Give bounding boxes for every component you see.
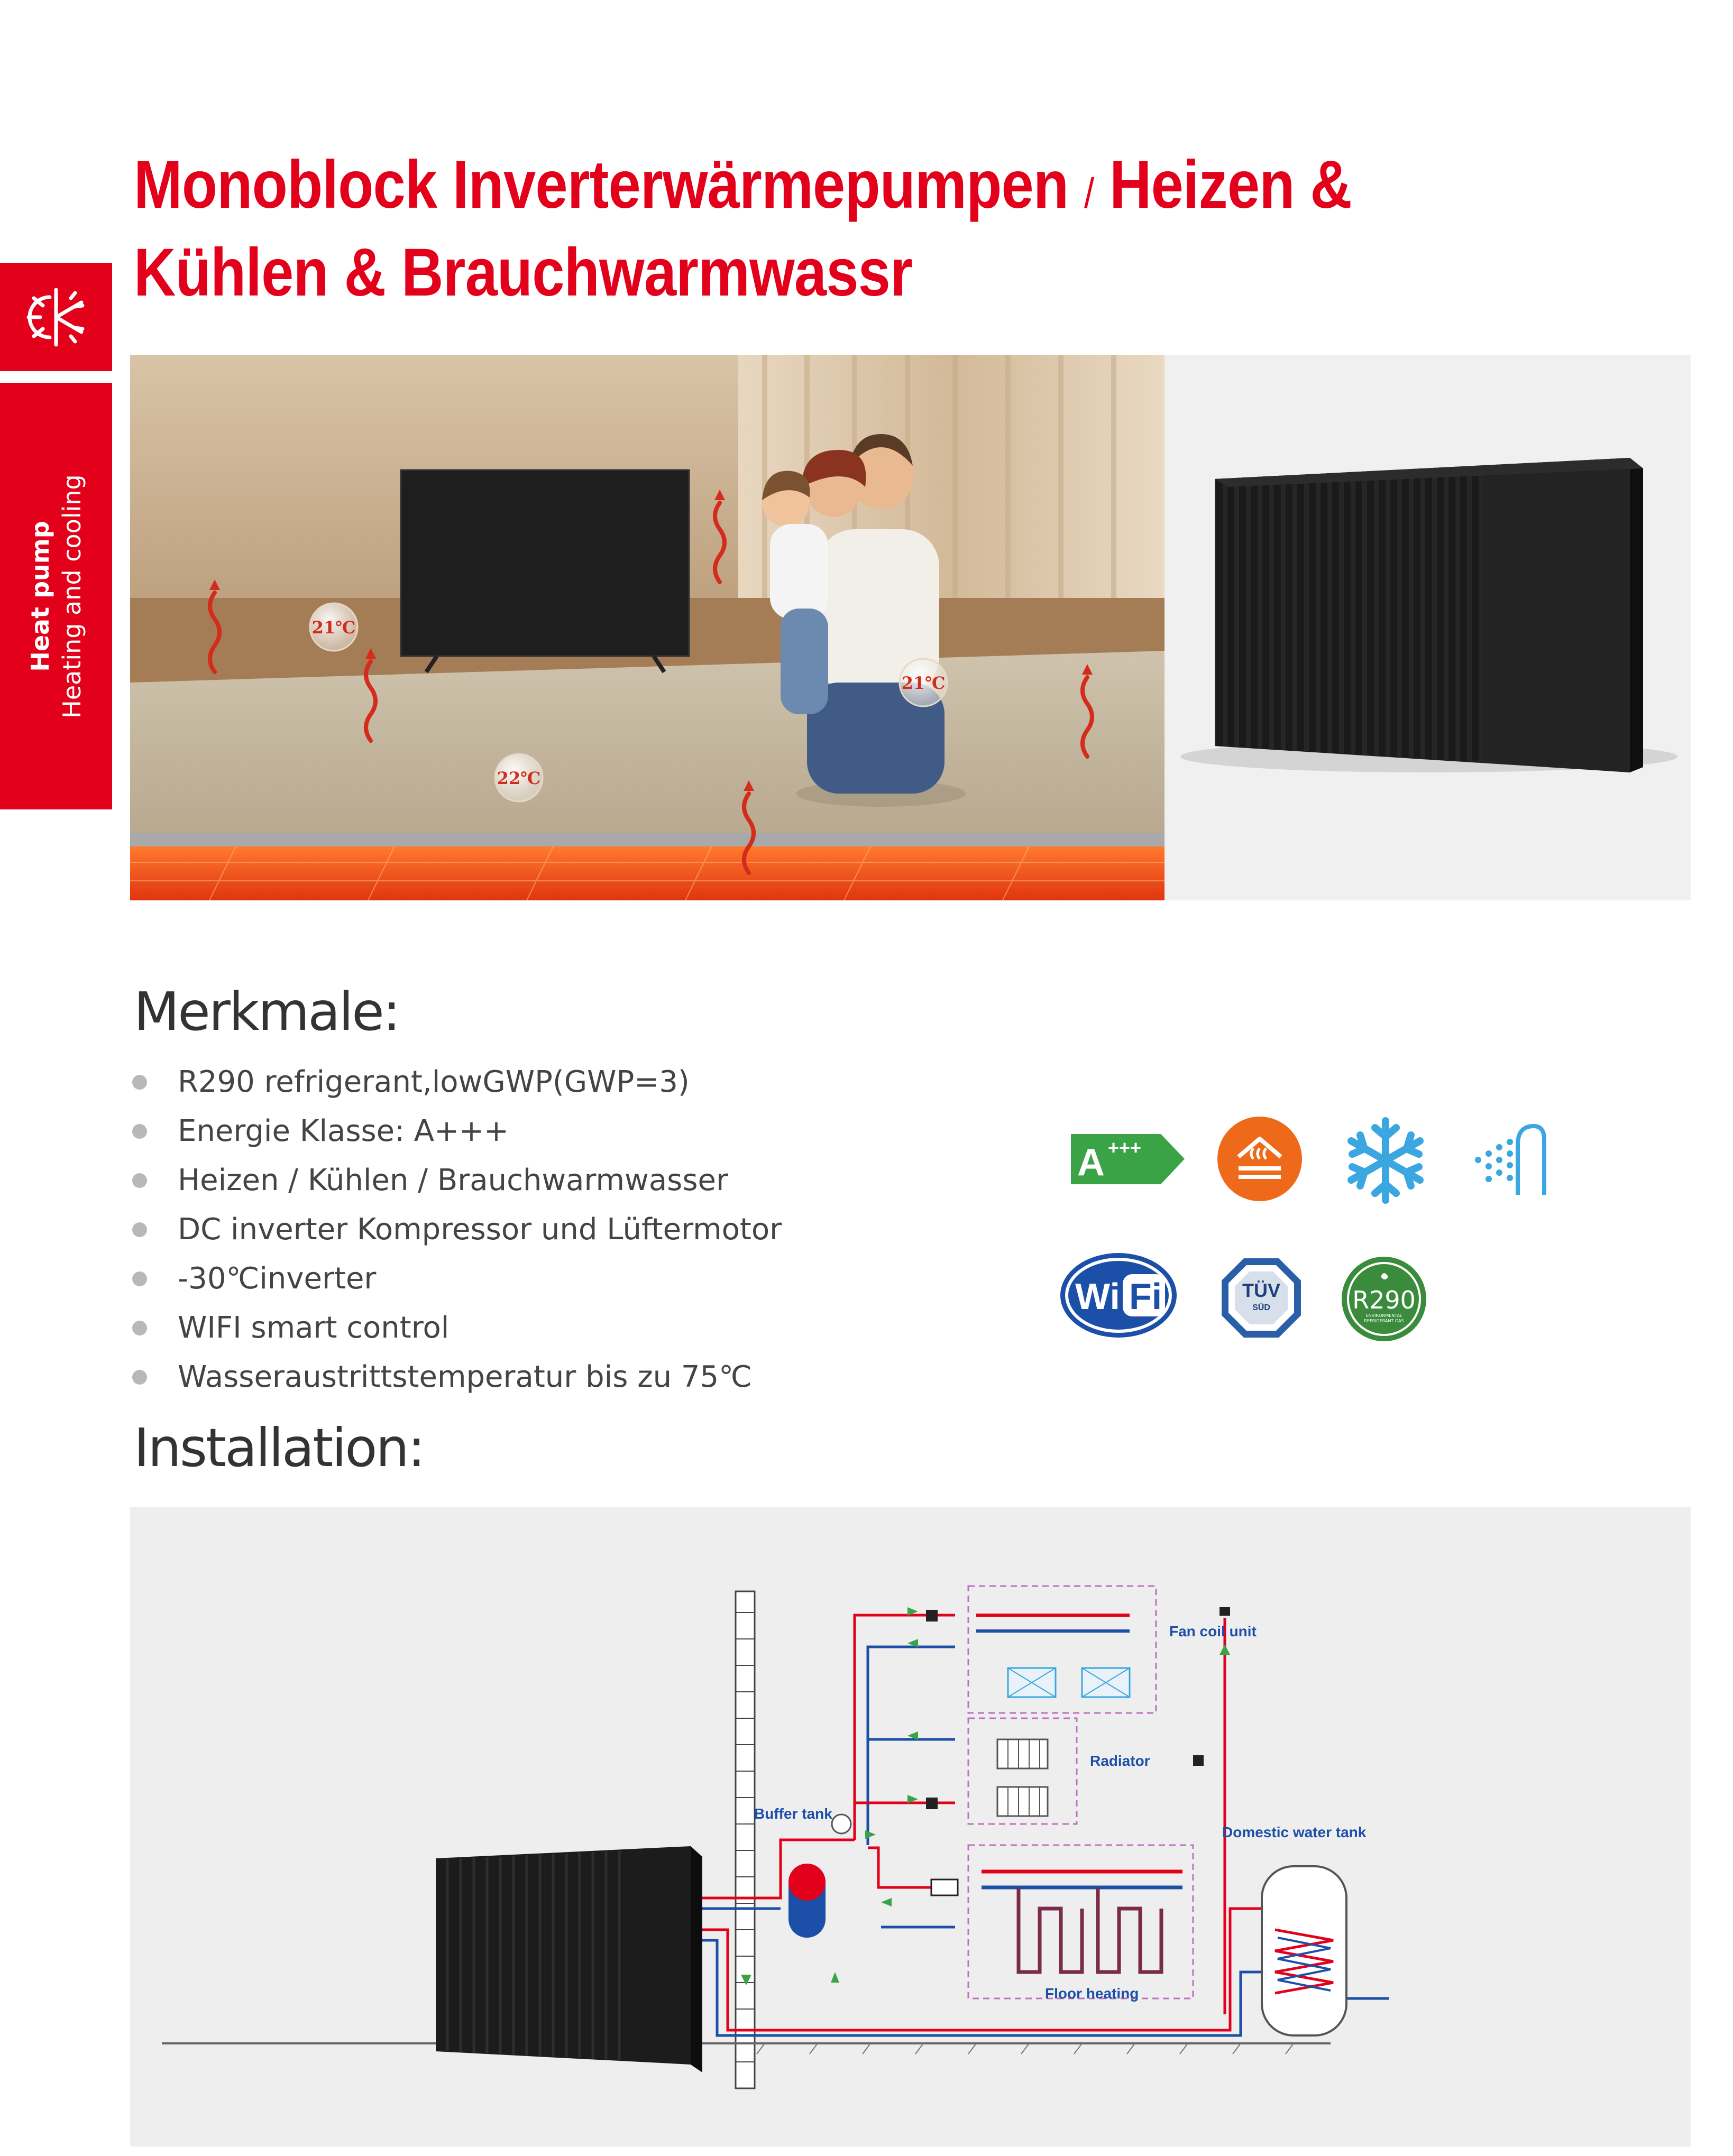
r290-sub-a: ENVIRONMENTAL <box>1365 1313 1402 1318</box>
heat-pump-unit <box>1164 355 1691 900</box>
r290-text: R290 <box>1352 1286 1416 1314</box>
room-heat-pump <box>401 470 689 672</box>
heating-icon <box>1216 1116 1304 1203</box>
product-photo <box>1164 355 1691 900</box>
bullet-icon <box>132 1075 147 1090</box>
bullet-icon <box>132 1370 147 1385</box>
wifi-icon <box>1055 1253 1182 1338</box>
snowflake-icon <box>1341 1116 1431 1205</box>
energy-class-plus: +++ <box>1108 1137 1142 1158</box>
temp-bubble-3: 22℃ <box>497 768 541 788</box>
bullet-icon <box>132 1321 147 1335</box>
label-buffer-tank: Buffer tank <box>754 1805 832 1822</box>
r290-sub-b: REFRIGERANT GAS <box>1364 1319 1404 1323</box>
feature-item: DC inverter Kompressor und Lüftermotor <box>132 1205 925 1254</box>
temp-bubble-1: 21℃ <box>311 618 356 638</box>
temp-bubble-2: 21℃ <box>901 673 946 693</box>
installation-diagram <box>130 1507 1691 2146</box>
feature-item: R290 refrigerant,lowGWP(GWP=3) <box>132 1057 925 1107</box>
bullet-icon <box>132 1272 147 1286</box>
label-radiator: Radiator <box>1090 1753 1150 1769</box>
sun-snowflake-icon <box>24 285 88 349</box>
installation-schematic <box>130 1507 1691 2146</box>
installation-heading: Installation: <box>134 1417 424 1479</box>
feature-list <box>132 1057 925 1402</box>
bullet-icon <box>132 1222 147 1237</box>
tuv-text-b: SÜD <box>1252 1303 1270 1312</box>
features-heading: Merkmale: <box>134 981 399 1043</box>
title-separator: / <box>1084 170 1094 217</box>
bullet-icon <box>132 1124 147 1139</box>
sidebar-tab <box>0 383 112 809</box>
title-line2: Kühlen & Brauchwarmwassr <box>134 235 912 310</box>
feature-item: WIFI smart control <box>132 1303 925 1352</box>
sidebar-label-bold: Heat pump <box>26 520 54 672</box>
bullet-icon <box>132 1173 147 1188</box>
label-floor-heating: Floor heating <box>1045 1985 1139 2002</box>
wifi-text-b: Fi <box>1129 1276 1162 1317</box>
lifestyle-illustration <box>130 355 1164 900</box>
shower-icon <box>1470 1121 1549 1200</box>
title-line1-a: Monoblock Inverterwärmepumpen <box>134 147 1069 223</box>
tuv-sud-icon <box>1219 1256 1304 1340</box>
label-fan-coil: Fan coil unit <box>1169 1623 1257 1639</box>
r290-icon <box>1341 1256 1428 1343</box>
energy-class-icon <box>1071 1134 1185 1184</box>
feature-item: Wasseraustrittstemperatur bis zu 75℃ <box>132 1352 925 1402</box>
feature-item: Energie Klasse: A+++ <box>132 1107 925 1156</box>
tuv-text-a: TÜV <box>1242 1279 1280 1301</box>
feature-item: Heizen / Kühlen / Brauchwarmwasser <box>132 1156 925 1205</box>
energy-class-letter: A <box>1077 1141 1105 1184</box>
feature-item: -30℃inverter <box>132 1254 925 1303</box>
lifestyle-photo <box>130 355 1164 900</box>
label-domestic-tank: Domestic water tank <box>1222 1824 1367 1840</box>
wifi-text-a: Wi <box>1075 1276 1120 1317</box>
sidebar-icon-box <box>0 263 112 371</box>
title-line1-b: Heizen & <box>1109 147 1352 223</box>
outdoor-unit <box>436 1846 702 2072</box>
page-title <box>134 145 1453 312</box>
sidebar-label-sub: Heating and cooling <box>58 474 86 718</box>
